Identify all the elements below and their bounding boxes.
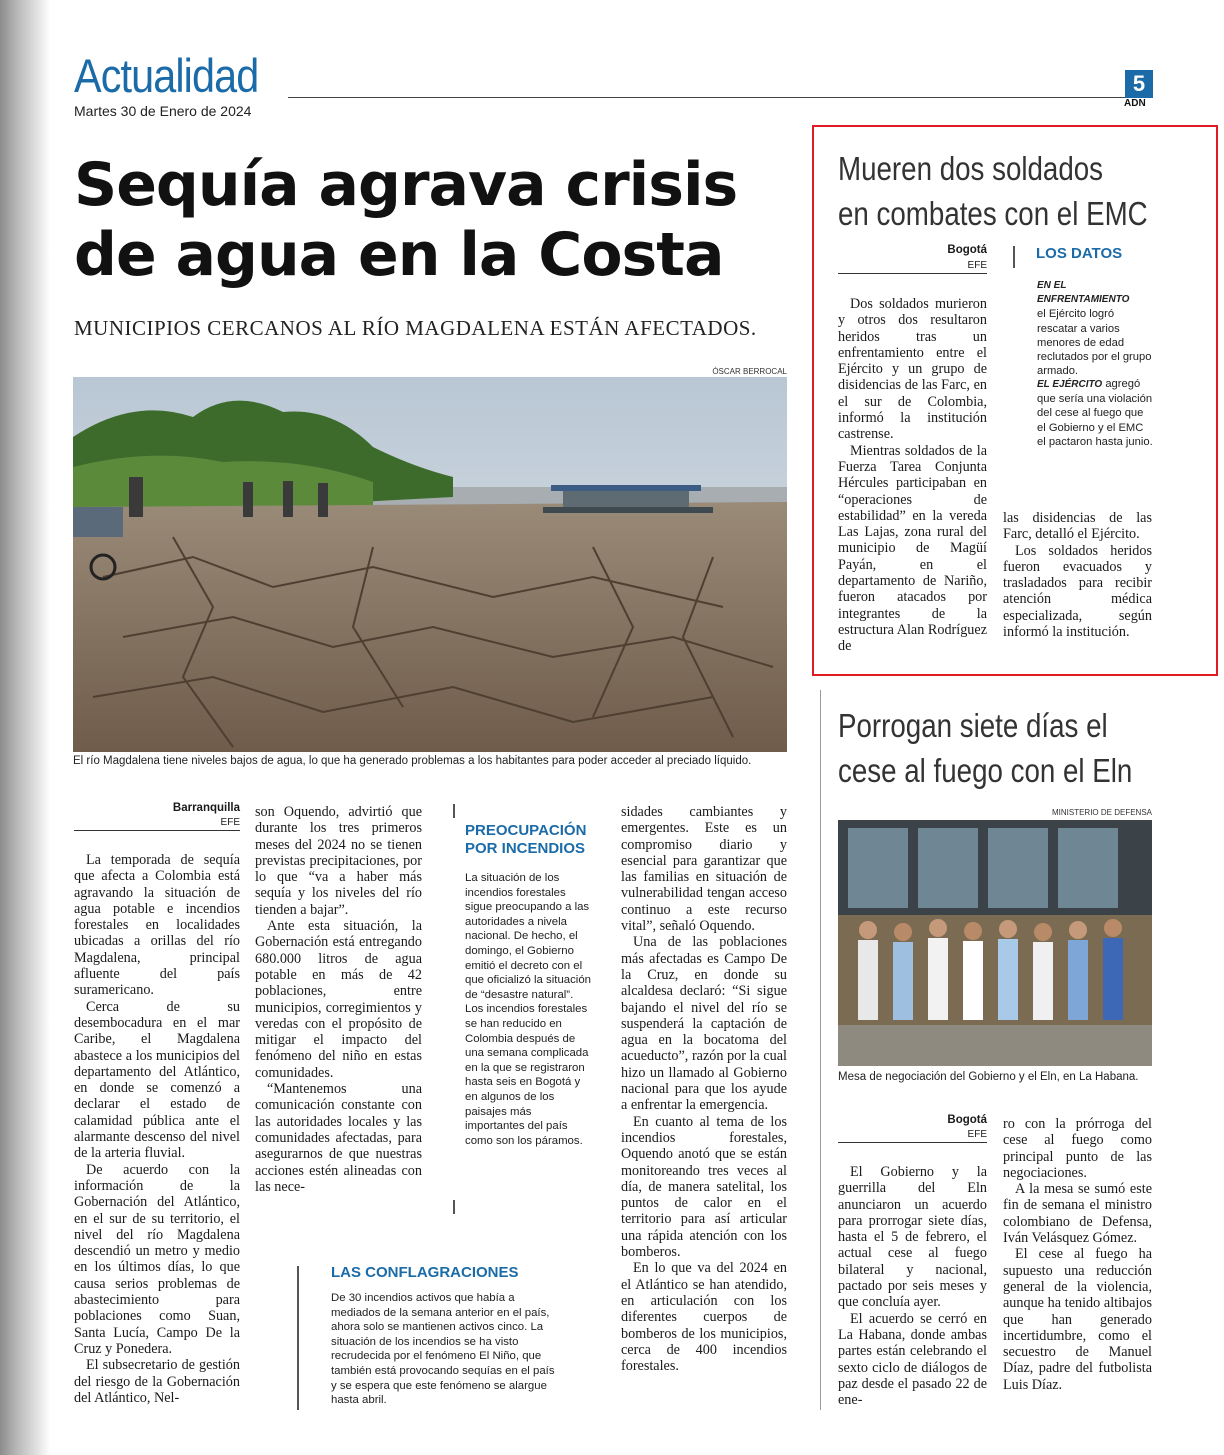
sidebar-conflag-title: LAS CONFLAGRACIONES <box>331 1264 519 1281</box>
main-headline <box>74 150 794 290</box>
river-drought-photo <box>73 377 787 752</box>
sidebar-incendios-title: PREOCUPACIÓN POR INCENDIOS <box>465 822 587 857</box>
paragraph: “Mantenemos una comunicación constante con las autoridades locales y las comunidades afectadas, para asegurarnos de que nuestras acciones estén alineadas con las nece- <box>255 1081 422 1195</box>
datos-item-2-lead: EL EJÉRCITO <box>1037 379 1103 390</box>
eln-headline-line2: cese al fuego con el Eln <box>838 752 1133 789</box>
negotiation-table-photo <box>838 820 1152 1066</box>
sidebar-incendios-text: La situación de los incendios forestales sigue preocupando a las autoridades a nivela nacional. De hecho, el domingo, el Gobierno emitió el decreto con el que oficializó la situación de “desastre natural”. Los incendios forestales se han reducido en Colombia después de una semana complicada en la que se registraron hasta seis en Bogotá y en algunos de los paisajes más importantes del país como son los páramos. <box>465 872 592 1147</box>
brand-logo: ADN <box>1124 98 1146 109</box>
soldiers-col1 <box>838 296 987 655</box>
paragraph: son Oquendo, advirtió que durante los tres primeros meses del 2024 no se tienen previstas precipitaciones, por lo que “va a haber más sequía y los niveles del río tienden a bajar”. <box>255 804 422 918</box>
paragraph: Cerca de su desembocadura en el mar Caribe, el Magdalena abastece a los municipios del departamento del Atlántico, en donde se comenzó a declarar el estado de calamidad pública ante el alarmante descenso del nivel de la arteria fluvial. <box>74 998 240 1162</box>
soldiers-byline-city: Bogotá <box>947 244 987 256</box>
sidebar-conflag-text: De 30 incendios activos que había a mediados de la semana anterior en el país, ahora solo se mantienen activos cinco. La situación de los incendios se ha visto recrudecida por el fenómeno El Niño, que también está provocando sequías en el país y se espera que este fenómeno se alargue hasta abril. <box>331 1292 555 1407</box>
soldiers-headline-line2: en combates con el EMC <box>838 195 1148 232</box>
column-rule <box>820 690 821 1410</box>
main-article-col1 <box>74 852 240 1406</box>
main-article-col4 <box>621 804 787 1374</box>
datos-item-1 <box>1037 279 1155 378</box>
paragraph: De acuerdo con la información de la Gobernación del Atlántico, en el sur de su territorio, el nivel del río Magdalena descendió un metro y medio en los últimos días, lo que causa serios problemas de abastecimiento para poblaciones como Suan, Santa Lucía, Campo De la Cruz y Ponedera. <box>74 1161 240 1357</box>
eln-col2 <box>1003 1116 1152 1393</box>
sidebar-marker <box>453 1200 455 1214</box>
main-article-col2 <box>255 804 422 1195</box>
datos-marker <box>1013 246 1015 268</box>
datos-item-1-text: el Ejército logró rescatar a varios menores de edad reclutados por el grupo armado. <box>1037 308 1152 378</box>
paragraph: Mientras soldados de la Fuerza Tarea Conjunta Hércules participaban en “operaciones de estabilidad” en la vereda Las Lajas, zona rural del municipio de Magüí Payán, en el departamento de Nariño, fueron atacados por integrantes de la estructura Alan Rodríguez de <box>838 442 987 655</box>
datos-item-2 <box>1037 377 1155 449</box>
section-title: Actualidad <box>74 49 259 102</box>
page-fold-shadow <box>0 0 50 1455</box>
soldiers-headline-line1: Mueren dos soldados <box>838 150 1104 187</box>
paragraph: El Gobierno y la guerrilla del Eln anunciaron un acuerdo para prorrogar siete días, hasta el 5 de febrero, el actual cese al fuego bilateral y nacional, pactado por seis meses y que concluía ayer. <box>838 1164 987 1311</box>
soldiers-col2 <box>1003 510 1152 640</box>
soldiers-byline-rule <box>838 273 987 274</box>
main-subhead: MUNICIPIOS CERCANOS AL RÍO MAGDALENA ESTÁN AFECTADOS. <box>74 316 757 340</box>
paragraph: las disidencias de las Farc, detalló el Ejército. <box>1003 510 1152 543</box>
eln-photo-credit: MINISTERIO DE DEFENSA <box>1051 808 1152 817</box>
paragraph: ro con la prórroga del cese al fuego como principal punto de las negociaciones. <box>1003 1116 1152 1181</box>
datos-title <box>1022 245 1122 262</box>
sidebar-marker <box>453 804 455 818</box>
issue-date: Martes 30 de Enero de 2024 <box>74 103 252 119</box>
datos-title-text: LOS DATOS <box>1036 245 1123 262</box>
eln-byline-rule <box>838 1142 987 1143</box>
paragraph: En cuanto al tema de los incendios forestales, Oquendo anotó que se están monitoreando tres veces al día, de manera satelital, los puntos de calor en el territorio para así articular una rápida atención con los bomberos. <box>621 1113 787 1261</box>
paragraph: sidades cambiantes y emergentes. Este es un compromiso diario y esencial para garantizar que las familias en situación de vulnerabilidad tengan acceso continuo a este recurso vital”, señaló Oquendo. <box>621 804 787 935</box>
paragraph: Los soldados heridos fueron evacuados y trasladados para recibir atención médica especializada, según informó la institución. <box>1003 542 1152 641</box>
soldiers-byline-agency: EFE <box>967 260 987 271</box>
eln-headline-line1: Porrogan siete días el <box>838 707 1108 744</box>
page-number: 5 <box>1125 70 1153 98</box>
paragraph: Una de las poblaciones más afectadas es Campo De la Cruz, en donde su alcaldesa declaró: “Si sigue bajando el nivel del río se suspenderá la captación de agua en la bocatoma del acueducto”, razón por la cual hizo un llamado al Gobierno nacional para que los ayude a enfrentar la emergencia. <box>621 934 787 1114</box>
datos-item-2-text: agregó que sería una violación del cese al fuego que el Gobierno y el EMC el pactaron hasta junio. <box>1037 378 1153 448</box>
main-photo-caption: El río Magdalena tiene niveles bajos de agua, lo que ha generado problemas a los habitantes para poder acceder al preciado líquido. <box>73 755 752 767</box>
eln-col1 <box>838 1164 987 1408</box>
eln-headline <box>838 703 1132 793</box>
paragraph: A la mesa se sumó este fin de semana el ministro colombiano de Defensa, Iván Velásquez Gómez. <box>1003 1181 1152 1247</box>
header-rule <box>288 97 1128 98</box>
datos-item-1-lead: EN EL ENFRENTAMIENTO <box>1037 280 1130 306</box>
paragraph: El acuerdo se cerró en La Habana, donde ambas partes están celebrando el sexto ciclo de diálogos de paz desde el pasado 22 de ene- <box>838 1310 987 1409</box>
main-byline-city: Barranquilla <box>172 802 240 814</box>
paragraph: El subsecretario de gestión del riesgo de la Gobernación del Atlántico, Nel- <box>74 1357 240 1406</box>
paragraph: El cese al fuego ha supuesto una reducción general de la violencia, aunque ha tenido altibajos que han generado incertidumbre, como el secuestro de Manuel Díaz, padre del futbolista Luis Díaz. <box>1003 1246 1152 1393</box>
main-photo-credit: ÓSCAR BERROCAL <box>712 367 787 376</box>
main-headline-line1: Sequía agrava crisis <box>74 150 738 220</box>
eln-byline-agency: EFE <box>967 1129 987 1140</box>
sidebar-marker <box>297 1266 299 1410</box>
paragraph: La temporada de sequía que afecta a Colombia está agravando la situación de agua potable e incendios forestales en localidades ubicadas a orillas del río Magdalena, principal afluente del país suramericano. <box>74 852 240 999</box>
main-headline-line2: de agua en la Costa <box>74 220 724 290</box>
main-byline-rule <box>74 830 240 831</box>
paragraph: En lo que va del 2024 en el Atlántico se han atendido, en articulación con los diferentes cuerpos de bomberos de los municipios, cerca de 400 incendios forestales. <box>621 1260 787 1375</box>
paragraph: Ante esta situación, la Gobernación está entregando 680.000 litros de agua potable en más de 42 poblaciones, entre municipios, corregimientos y veredas con el propósito de mitigar el impacto del fenómeno del niño en estas comunidades. <box>255 918 422 1081</box>
paragraph: Dos soldados murieron y otros dos resultaron heridos tras un enfrentamiento entre el Ejército y un grupo de disidencias de las Farc, en el sur de Colombia, informó la institución castrense. <box>838 296 987 443</box>
soldiers-headline <box>838 146 1148 236</box>
eln-byline-city: Bogotá <box>947 1114 987 1126</box>
eln-photo-caption: Mesa de negociación del Gobierno y el Eln, en La Habana. <box>838 1071 1139 1083</box>
main-byline-agency: EFE <box>220 817 240 828</box>
